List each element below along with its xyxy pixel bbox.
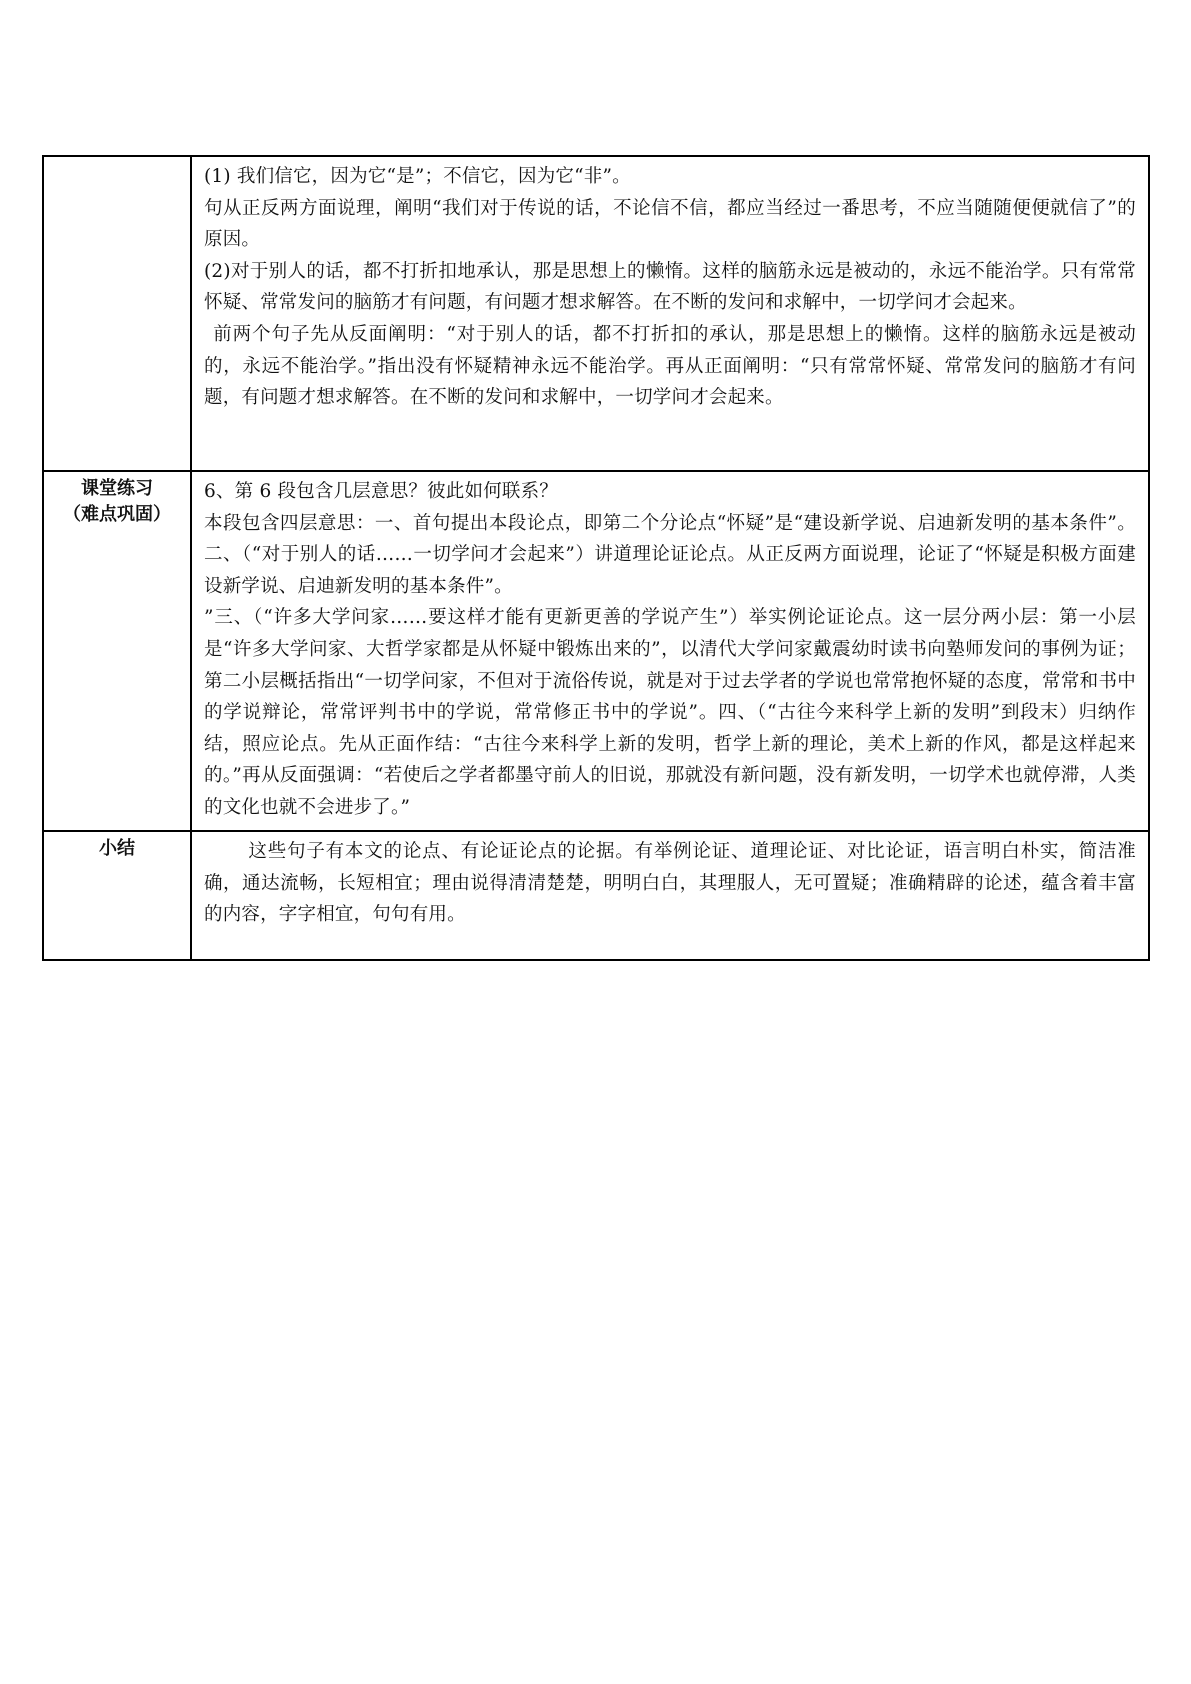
table-row-summary bbox=[43, 831, 1149, 960]
label-practice-line-2: （难点巩固） bbox=[63, 504, 171, 525]
label-practice-line-1: 课堂练习 bbox=[81, 478, 153, 499]
summary-paragraph: 这些句子有本文的论点、有论证论点的论据。有举例论证、道理论证、对比论证，语言明白朴实，简洁准确，通达流畅，长短相宜；理由说得清清楚楚，明明白白，其理服人，无可置疑；准确精辟的论述，蕴含着丰富的内容，字字相宜，句句有用。 bbox=[204, 841, 1136, 926]
practice-question: 6、第 6 段包含几层意思？彼此如何联系？ bbox=[204, 481, 559, 502]
sentence-one-explanation: 句从正反两方面说理，阐明“我们对于传说的话，不论信不信，都应当经过一番思考，不应当随随便便就信了”的原因。 bbox=[204, 197, 1136, 251]
sentence-two-explanation: 前两个句子先从反面阐明：“对于别人的话，都不打折扣的承认，那是思想上的懒惰。这样的脑筋永远是被动的，永远不能治学。”指出没有怀疑精神永远不能治学。再从正面阐明：“只有常常怀疑、常常发问的脑筋才有问题，有问题才想求解答。在不断的发问和求解中，一切学问才会起来。 bbox=[204, 323, 1136, 409]
table-row-analysis bbox=[43, 156, 1149, 471]
practice-answer-part-2: ”三、（“许多大学问家……要这样才能有更新更善的学说产生”）举实例论证论点。这一层分两小层：第一小层是“许多大学问家、大哲学家都是从怀疑中锻炼出来的”，以清代大学问家戴震幼时读书向塾师发问的事例为证；第二小层概括指出“一切学问家，不但对于流俗传说，就是对于过去学者的学说也常常抱怀疑的态度，常常和书中的学说辩论，常常评判书中的学说，常常修正书中的学说”。四、（“古往今来科学上新的发明”到段末）归纳作结，照应论点。先从正面作结：“古往今来科学上新的发明，哲学上新的理论，美术上新的作风，都是这样起来的。”再从反面强调：“若使后之学者都墨守前人的旧说，那就没有新问题，没有新发明，一切学术也就停滞，人类的文化也就不会进步了。” bbox=[204, 607, 1136, 818]
lesson-plan-table bbox=[42, 155, 1150, 961]
row-label-summary bbox=[43, 831, 191, 960]
row-content-analysis bbox=[191, 156, 1149, 471]
table-row-practice bbox=[43, 471, 1149, 831]
row-label-practice bbox=[43, 471, 191, 831]
practice-answer-part-1: 本段包含四层意思：一、首句提出本段论点，即第二个分论点“怀疑”是“建设新学说、启迪新发明的基本条件”。二、（“对于别人的话……一切学问才会起来”）讲道理论证论点。从正反两方面说理，论证了“怀疑是积极方面建设新学说、启迪新发明的基本条件”。 bbox=[204, 512, 1136, 597]
sentence-one: (1) 我们信它，因为它“是”；不信它，因为它“非”。 bbox=[204, 166, 631, 187]
label-summary: 小结 bbox=[99, 838, 135, 859]
row-content-summary bbox=[191, 831, 1149, 960]
row-content-practice bbox=[191, 471, 1149, 831]
sentence-two: (2)对于别人的话，都不打折扣地承认，那是思想上的懒惰。这样的脑筋永远是被动的，永远不能治学。只有常常怀疑、常常发问的脑筋才有问题，有问题才想求解答。在不断的发问和求解中，一切学问才会起来。 bbox=[204, 260, 1136, 314]
row-label-empty bbox=[43, 156, 191, 471]
